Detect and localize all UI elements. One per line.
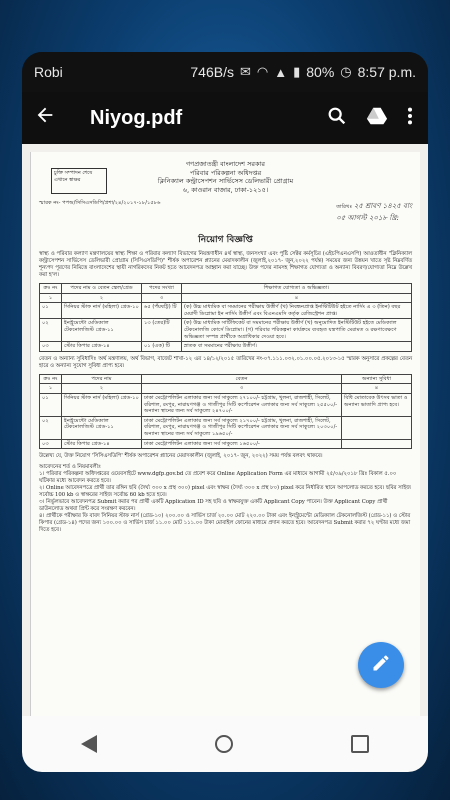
app-bar (22, 92, 428, 144)
nav-recent-icon[interactable] (351, 735, 369, 753)
intro-paragraph: স্বাস্থ্য ও পরিবার কল্যাণ মন্ত্রণালয়ের স্বাস্থ্য শিক্ষা ও পরিবার কল্যাণ বিভাগের নিয়ন্ত্রণাধীন ৪র্থ স্বাস্থ্য, জনসংখ্যা এবং পুষ্টি সেক্টর কর্মসূচির (এইচপিএনএসপি) আওতাধীন "ক্লিনিক্যাল কন্ট্রাসেপশন সার্ভিসেস ডেলিভারী প্রোগ্রাম (সিসিএসডিপি)" শীর্ষক অপারেশন প্ল্যানের মেয়াদকালীন (জুলাই,২০১৭- জুন,২০২২ পর্যন্ত) সময়ের জন্য উন্নয়ন খাতে সৃষ্ট নিম্নবর্ণিত শূন্যপদ পূরণের নিমিত্তে বাংলাদেশের স্থায়ী নাগরিকদের নিকট হতে আবেদনপত্র আহ্বান করা যাচ্ছে। উক্ত পদের নামসহ শিক্ষাগত যোগ্যতা ও অন্যান্য বিবরণ/যোগ্যতা নিম্নে উল্লেখ করা হ'ল। (39, 251, 412, 278)
table-cell: ৩ (142, 293, 182, 303)
header-line: ৬, কাওরান বাজার, ঢাকা-১২১৫। (182, 185, 269, 194)
table-cell: সিনিয়র স্টাফ নার্স (মহিলা) গ্রেড-১০ (62, 393, 142, 416)
alarm-icon: ◷ (340, 64, 352, 79)
table-header-row (40, 284, 412, 294)
rules-title: আবেদনের শর্ত ও নিয়মাবলীঃ (39, 464, 101, 471)
table-row (40, 393, 412, 416)
memo-row (39, 200, 412, 224)
table-cell: স্টোর কিপার গ্রেড-১৪ (62, 342, 142, 352)
table-cell: (ক) উচ্চ মাধ্যমিক সার্টিফিকেট বা সমমানের পরীক্ষায় উত্তীর্ণ (খ) অনুমোদিত ইনস্টিটিউট হইতে মেডিক্যাল টেকনোলজি কোর্সে ডিপ্লোমা। (গ) পরিবার পরিকল্পনা কার্যক্রমে ব্যবহৃত যন্ত্রপাতি মেরামত ও রক্ষণাবেক্ষণে অভিজ্ঞতা সম্পন্ন প্রার্থীকে অগ্রাধিকার দেওয়া হবে। (182, 319, 412, 342)
table-cell (342, 416, 412, 439)
table-header-cell: পদের সংখ্যা (142, 284, 182, 294)
table-cell: স্নাতক বা সমমানের পরীক্ষায় উত্তীর্ণ। (182, 342, 412, 352)
wifi-icon: ◠ (256, 64, 269, 79)
network-speed: 746B/s (190, 64, 234, 80)
table-cell: ২ (62, 293, 142, 303)
document-title: Niyog.pdf (90, 106, 183, 129)
clock: 8:57 p.m. (357, 64, 416, 80)
rules-list (39, 471, 412, 534)
table-cell: ০৩ (40, 439, 62, 449)
table-cell: ০২ (40, 416, 62, 439)
salary-table (39, 374, 412, 449)
table-cell: ঢাকা মেট্রোপলিটন এলাকার জন্য সর্ব সাকুল্যে ২১৭০০/- চট্টগ্রাম, খুলনা, রাজশাহী, সিলেট, বরিশাল, রংপুর, নারায়ণগঞ্জ ও গাজীপুর সিটি কর্পোরেশন এলাকার জন্য সর্ব সাকুল্যে ২০৩০০/- অন্যান্য স্থানের জন্য সর্ব সাকুল্যে ১৯৬৫০/- (142, 416, 342, 439)
table-cell (342, 439, 412, 449)
edit-fab-button[interactable] (358, 642, 404, 688)
table-index-row (40, 293, 412, 303)
table-cell: ১৩ (তের)টি (142, 319, 182, 342)
table-index-row (40, 384, 412, 394)
table-cell: ২ (62, 384, 142, 394)
table-cell: ৪ (342, 384, 412, 394)
table-cell: ০১ (40, 303, 62, 319)
table-row (40, 439, 412, 449)
table-cell: ইনস্ট্রুমেন্টো মেডিক্যাল টেকনোলজিস্ট গ্রেড-১১ (62, 319, 142, 342)
table-cell: ঢাকা মেট্রোপলিটন এলাকার জন্য সর্ব সাকুল্যে ১৬৫০০/- (142, 439, 342, 449)
table-cell: ১ (40, 384, 62, 394)
table-cell: ৪ (182, 293, 412, 303)
drive-icon[interactable] (366, 105, 388, 132)
table-header-row (40, 374, 412, 384)
table-header-cell: পদের নাম (62, 374, 142, 384)
rule-item: ৪। প্রার্থীকে পরীক্ষার ফি বাবদ সিনিয়র স্টাফ নার্স (গ্রেড-১০) ২০০.০০ ও সার্ভিস চার্জ ২০.০০ মোট ২২০.০০ টাকা এবং ইনস্ট্রুমেন্টো মেডিক্যাল টেকনোলজিস্ট (গ্রেড-১১) ও স্টোর কিপার (গ্রেড-১৪) পদের জন্য ১০০.০০ ও সার্ভিস চার্জ ১১.০০ মোট ১১১.০০ টাকা মোবাইল ফোনের মাধ্যমে প্রদান করতে হবে। আবেদনপত্র Submit করার ৭২ ঘণ্টার মধ্যে জমা দিতে হবে। (39, 513, 411, 534)
date-block (336, 200, 412, 224)
table-cell: সিনিয়র স্টাফ নার্স (মহিলা) গ্রেড-১০ (62, 303, 142, 319)
more-vert-icon[interactable] (406, 105, 414, 132)
table-cell: ০৩ (40, 342, 62, 352)
date-handwritten-2: ০৫ আগস্ট ২০১৮ খ্রি: (336, 214, 399, 222)
table-row (40, 342, 412, 352)
table-row (40, 319, 412, 342)
table-header-cell: অন্যান্য সুবিধা (342, 374, 412, 384)
table-header-cell: শিক্ষাগত যোগ্যতা ও অভিজ্ঞতা। (182, 284, 412, 294)
table-cell: ইনস্ট্রুমেন্টো মেডিক্যাল টেকনোলজিস্ট গ্রেড-১১ (62, 416, 142, 439)
signal-icon: ▲ (274, 64, 288, 80)
rule-item: ২। Online আবেদনপত্রে প্রার্থী তার রঙ্গিন ছবি (দৈর্ঘ্য ৩০০ x প্রস্থ ৩০০) pixel এবং স্বাক্ষর (দৈর্ঘ্য ৩০০ x প্রস্থ ৮০) pixel করে নির্ধারিত স্থানে আপলোড করতে হবে। ছবির সাইজ সর্বোচ্চ 100 kb ও স্বাক্ষরের সাইজ সর্বোচ্চ 60 kb হতে হবে। (39, 485, 411, 499)
nav-home-icon[interactable] (215, 735, 233, 753)
notice-title: নিয়োগ বিজ্ঞপ্তি (198, 235, 253, 245)
carrier-label: Robi (34, 64, 63, 80)
table-header-cell: বেতন (142, 374, 342, 384)
back-arrow-icon[interactable] (22, 104, 68, 132)
table-cell: (ক) উচ্চ মাধ্যমিক বা সমমানের পরীক্ষায় উত্তীর্ণ (খ) নিবন্ধনপ্রাপ্ত ইনস্টিটিউট হইতে নার্সিং এ ৩ (তিন) বছর মেয়াদী ডিপ্লোমা ইন নার্সিং উত্তীর্ণ এবং বিএনএমসি কর্তৃক রেজিস্ট্রেশন প্রাপ্ত। (182, 303, 412, 319)
header-line: ক্লিনিক্যাল কন্ট্রাসেপশন সার্ভিসেস ডেলিভারী প্রোগ্রাম (157, 177, 294, 185)
table-row (40, 303, 412, 319)
memo-number: স্মারক নং- পপঅ/সিসিএসডিপি/প্রশা/২৪/২০১৭-১৮/১৫৮৬ (39, 200, 161, 206)
status-right (190, 64, 416, 80)
table-cell: স্টোর কিপার গ্রেড-১৪ (62, 439, 142, 449)
app-bar-actions (326, 105, 428, 132)
table-row (40, 416, 412, 439)
search-icon[interactable] (326, 105, 348, 132)
pdf-page (30, 152, 420, 716)
table-cell: ০২ (40, 319, 62, 342)
status-bar (22, 52, 428, 92)
table-cell: ০১ (40, 393, 62, 416)
salary-note: বেতন ও অন্যান্য সুবিধাদিঃ অর্থ মন্ত্রণালয়, অর্থ বিভাগ, বাজেট শাখা-১২ এর ১৪/১২/২০১৫ তারিখের নং-০৭.১১১.০৩২.০১.০০.০৫.২০১৩-১৫ স্মারক অনুসারে প্রকল্পের বেতন হারে ও অন্যান্য সুযোগ সুবিধা প্রাপ্য হবে। (39, 355, 412, 369)
header-line: গণপ্রজাতন্ত্রী বাংলাদেশ সরকার (186, 160, 265, 168)
table-cell: ৬৫ (পঁয়ষট্টি) টি (142, 303, 182, 319)
rule-item: ১। পরিবার পরিকল্পনা অধিদপ্তরের ওয়েবসাইটে www.dgfp.gov.bd তে প্রবেশ করে Online Application Form এর মাধ্যমে আগামী ২৫/০৯/২০১৮ খ্রিঃ বিকাল ৫.০০ ঘটিকার মধ্যে আবেদন করতে হবে। (39, 471, 397, 485)
system-nav-bar (22, 716, 428, 772)
posts-table (39, 283, 412, 352)
header-line: পরিবার পরিকল্পনা অধিদপ্তর (189, 168, 262, 177)
pdf-viewer[interactable] (22, 144, 428, 716)
no-sim-icon: ✉ (239, 64, 251, 79)
table-cell: ঢাকা মেট্রোপলিটন এলাকার জন্য সর্ব সাকুল্যে ২৭১০০/- চট্টগ্রাম, খুলনা, রাজশাহী, সিলেট, বরিশাল, রংপুর, নারায়ণগঞ্জ ও গাজীপুর সিটি কর্পোরেশন এলাকার জন্য সর্ব সাকুল্যে ২৫৫০০/- অন্যান্য স্থানের জন্য সর্ব সাকুল্যে ২৪৭০০/- (142, 393, 342, 416)
date-label: তারিখঃ (336, 204, 353, 210)
table-cell: ১ (40, 293, 62, 303)
phone-screen (22, 52, 428, 772)
corner-box: চুক্তি সম্পাদন শেষে এখানে স্বাক্ষর (51, 168, 107, 194)
table-header-cell: ক্রঃ নং (40, 374, 62, 384)
rule-item: ৩। নির্ভুলভাবে আবেদনপত্র Submit করার পর প্রার্থী একটি Application ID সহ ছবি ও স্বাক্ষরযুক্ত একটি Applicant Copy পাবেন। উক্ত Applicant Copy প্রার্থী ডাউনলোড অথবা প্রিন্ট করে সংরক্ষণ করবেন। (39, 499, 388, 513)
table-cell: বিধি মোতাবেক উৎসব ভাতা ও অন্যান্য ভাতাদি প্রাপ্য হবে। (342, 393, 412, 416)
pencil-icon (371, 653, 391, 678)
table-cell: ৩ (142, 384, 342, 394)
date-handwritten-1: ২৫ শ্রাবণ ১৪২৫ বাং (353, 202, 412, 210)
nav-back-icon[interactable] (81, 735, 97, 753)
table-header-cell: পদের নাম ও বেতন স্কেল/গ্রেড (62, 284, 142, 294)
battery-percent: 80% (306, 64, 335, 80)
table-cell: ০১ (এক) টি (142, 342, 182, 352)
table-header-cell: ক্রঃ নং (40, 284, 62, 294)
tenure-note: উল্লেখ্য যে, উক্ত নিয়োগ 'সিসিএসডিপি' শীর্ষক অপারেশন প্ল্যানের মেয়াদকালীন (জুলাই, ২০১৭- জুন, ২০২২) সময় পর্যন্ত বলবৎ থাকবে। (39, 453, 323, 460)
battery-icon: ▮ (293, 64, 301, 79)
